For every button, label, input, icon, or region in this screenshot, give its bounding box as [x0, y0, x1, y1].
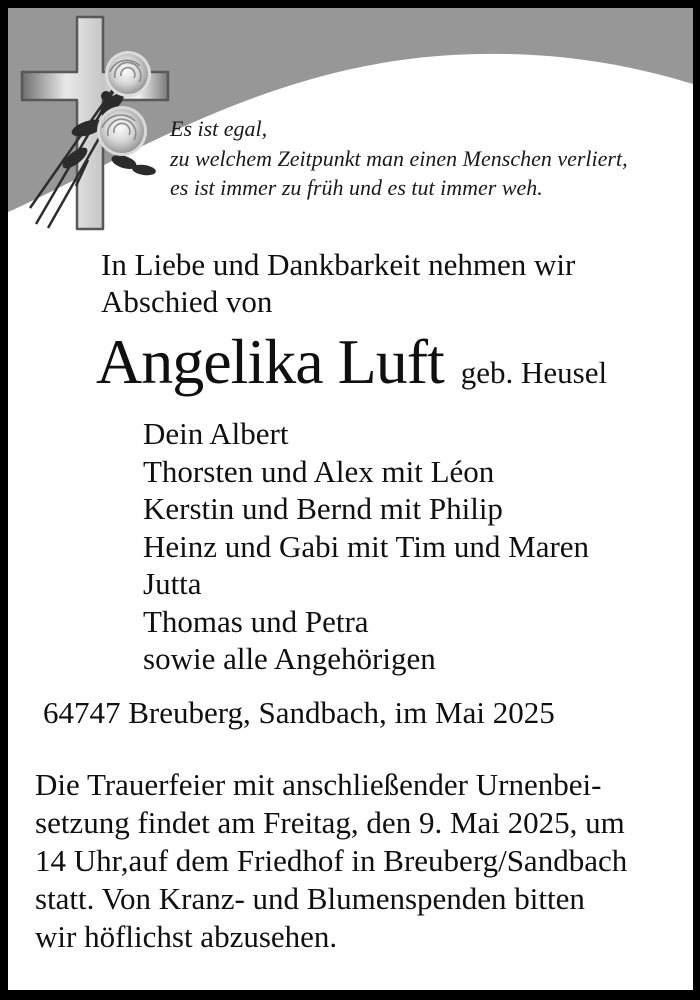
- cross-and-roses-icon: [18, 10, 180, 232]
- quote-line: Es ist egal,: [170, 116, 268, 141]
- quote-line: es ist immer zu früh und es tut immer weh.: [170, 175, 543, 200]
- funeral-line: wir höflichst abzusehen.: [35, 919, 338, 954]
- header-band: [8, 8, 693, 224]
- mourners-list: [143, 415, 589, 678]
- quote-line: zu welchem Zeitpunkt man einen Menschen verliert,: [170, 145, 628, 171]
- intro-text: [101, 246, 575, 320]
- mourner-line: sowie alle Angehörigen: [143, 641, 436, 676]
- funeral-info: [35, 766, 627, 956]
- mourner-line: Kerstin und Bernd mit Philip: [143, 491, 503, 526]
- place-date-line: 64747 Breuberg, Sandbach, im Mai 2025: [43, 695, 555, 730]
- deceased-name-row: [96, 326, 608, 397]
- mourner-line: Thorsten und Alex mit Léon: [143, 453, 495, 489]
- funeral-line: setzung findet am Freitag, den 9. Mai 2025, um: [35, 805, 625, 840]
- mourner-line: Thomas und Petra: [143, 603, 369, 639]
- deceased-name: Angelika Luft: [96, 326, 444, 397]
- border-top: [0, 0, 700, 8]
- intro-line: Abschied von: [101, 284, 273, 319]
- funeral-line: statt. Von Kranz- und Blumenspenden bitten: [35, 881, 585, 916]
- border-left: [0, 0, 8, 1000]
- border-right: [693, 0, 700, 1000]
- funeral-line: 14 Uhr,auf dem Friedhof in Breuberg/Sandbach: [35, 843, 628, 878]
- mourner-line: Dein Albert: [143, 416, 289, 451]
- funeral-line: Die Trauerfeier mit anschließender Urnenbei-: [35, 767, 602, 802]
- mourner-line: Jutta: [143, 566, 202, 601]
- memorial-quote: [170, 114, 628, 203]
- mourner-line: Heinz und Gabi mit Tim und Maren: [143, 528, 590, 564]
- border-bottom: [0, 990, 700, 1000]
- maiden-name: geb. Heusel: [460, 355, 608, 390]
- intro-line: In Liebe und Dankbarkeit nehmen wir: [101, 247, 576, 282]
